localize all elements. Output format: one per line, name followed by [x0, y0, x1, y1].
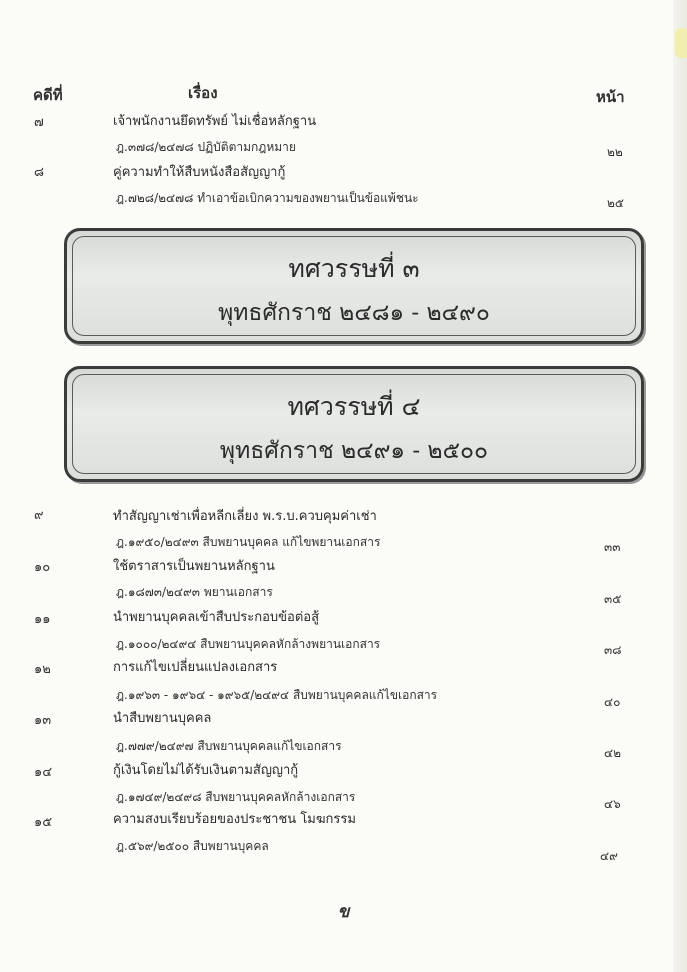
case-title: คู่ความทำให้สืบหนังสือสัญญากู้ [113, 165, 286, 180]
page-number: ๒๕ [607, 196, 624, 210]
case-title: กู้เงินโดยไม่ได้รับเงินตามสัญญากู้ [113, 763, 299, 778]
case-number: ๑๐ [34, 560, 51, 575]
case-title: นำพยานบุคคลเข้าสืบประกอบข้อต่อสู้ [113, 610, 320, 625]
case-title: เจ้าพนักงานยึดทรัพย์ ไม่เชื่อหลักฐาน [113, 114, 317, 129]
decade-banner-3 [64, 228, 644, 344]
page-number: ๓๘ [604, 643, 622, 657]
page-number: ๔๐ [604, 695, 621, 709]
page-number: ๓๓ [604, 540, 621, 554]
case-title: นำสืบพยานบุคคล [113, 711, 212, 726]
case-reference: ฎ.๑๗๔๙/๒๔๙๘ สืบพยานบุคคลหักล้างเอกสาร [116, 790, 356, 804]
case-title: การแก้ไขเปลี่ยนแปลงเอกสาร [113, 660, 278, 675]
page-number: ๔๙ [600, 849, 618, 863]
era-range: พุทธศักราช ๒๔๙๑ - ๒๕๐๐ [219, 438, 489, 464]
case-number: ๑๔ [34, 765, 53, 780]
page-tab-marker [675, 28, 687, 58]
case-reference: ฎ.๗๒๘/๒๔๗๘ ทำเอาข้อเบิกความของพยานเป็นข้อแพ้ชนะ [116, 191, 419, 205]
case-reference: ฎ.๑๘๗๓/๒๔๙๓ พยานเอกสาร [116, 585, 273, 599]
page-marker: ข [337, 902, 350, 922]
subject-header: เรื่อง [188, 84, 218, 102]
page-number: ๔๒ [604, 746, 621, 760]
decade-banner-4 [64, 366, 644, 482]
case-reference: ฎ.๑๙๖๓ - ๑๙๖๔ - ๑๙๖๕/๒๔๙๔ สืบพยานบุคคลแก้ไขเอกสาร [116, 688, 438, 702]
case-title: ทำสัญญาเช่าเพื่อหลีกเลี่ยง พ.ร.บ.ควบคุมค่าเช่า [113, 509, 377, 524]
decade-title: ทศวรรษที่ ๓ [288, 254, 420, 283]
case-reference: ฎ.๑๙๕๐/๒๔๙๓ สืบพยานบุคคล แก้ไขพยานเอกสาร [116, 535, 381, 549]
case-reference: ฎ.๑๐๐๐/๒๔๙๔ สืบพยานบุคคลหักล้างพยานเอกสาร [116, 637, 381, 651]
case-title: ใช้ตราสารเป็นพยานหลักฐาน [113, 559, 275, 574]
case-number: ๑๓ [34, 713, 52, 728]
case-number: ๑๕ [34, 815, 53, 830]
case-reference: ฎ.๕๖๙/๒๕๐๐ สืบพยานบุคคล [116, 839, 269, 853]
case-number-header: คดีที่ [33, 86, 63, 104]
page-edge [673, 0, 687, 972]
page-number: ๔๖ [604, 797, 621, 811]
case-number: ๑๒ [34, 662, 51, 677]
era-range: พุทธศักราช ๒๔๘๑ - ๒๔๙๐ [218, 300, 490, 326]
case-number: ๑๑ [34, 612, 51, 627]
case-number: ๙ [34, 508, 44, 523]
case-title: ความสงบเรียบร้อยของประชาชน โมฆกรรม [113, 812, 356, 827]
case-number: ๘ [34, 165, 45, 180]
page-number: ๓๕ [604, 592, 622, 606]
decade-title: ทศวรรษที่ ๔ [287, 392, 421, 421]
page-number: ๒๒ [607, 145, 623, 159]
case-reference: ฎ.๓๗๘/๒๔๗๘ ปฏิบัติตามกฎหมาย [116, 140, 296, 154]
page-header: หน้า [596, 88, 625, 106]
case-number: ๗ [34, 115, 44, 130]
case-reference: ฎ.๗๗๙/๒๔๙๗ สืบพยานบุคคลแก้ไขเอกสาร [116, 739, 342, 753]
